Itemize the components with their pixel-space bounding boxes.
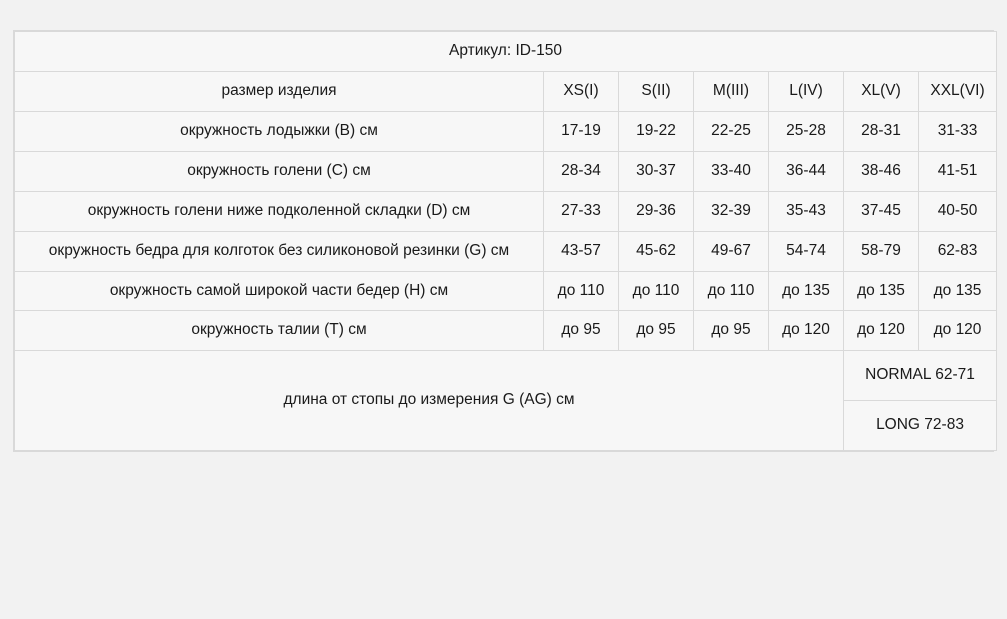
measurement-value: 40-50 <box>919 191 997 231</box>
measurement-value: до 95 <box>694 311 769 351</box>
article-number: Артикул: ID-150 <box>15 32 997 72</box>
size-chart-table <box>14 31 997 451</box>
column-header-size-xxl: XXL(VI) <box>919 71 997 111</box>
measurement-value: 36-44 <box>769 151 844 191</box>
measurement-value: до 95 <box>619 311 694 351</box>
measurement-label: окружность голени (C) см <box>15 151 544 191</box>
measurement-value: 58-79 <box>844 231 919 271</box>
measurement-label: окружность голени ниже подколенной складки (D) см <box>15 191 544 231</box>
measurement-value: 38-46 <box>844 151 919 191</box>
measurement-value: до 110 <box>694 271 769 311</box>
measurement-value: 27-33 <box>544 191 619 231</box>
measurement-value: 33-40 <box>694 151 769 191</box>
measurement-value: до 135 <box>769 271 844 311</box>
measurement-label: окружность лодыжки (B) см <box>15 111 544 151</box>
table-row <box>15 231 997 271</box>
length-value-normal: NORMAL 62-71 <box>844 351 997 401</box>
table-row <box>15 191 997 231</box>
column-header-size-l: L(IV) <box>769 71 844 111</box>
measurement-label: окружность талии (T) см <box>15 311 544 351</box>
table-row-length-normal <box>15 351 997 401</box>
measurement-value: до 120 <box>844 311 919 351</box>
measurement-value: 29-36 <box>619 191 694 231</box>
table-row <box>15 271 997 311</box>
size-chart-card <box>13 30 994 452</box>
column-header-size-xs: XS(I) <box>544 71 619 111</box>
column-header-size-s: S(II) <box>619 71 694 111</box>
column-header-size-m: M(III) <box>694 71 769 111</box>
measurement-value: до 95 <box>544 311 619 351</box>
measurement-value: 17-19 <box>544 111 619 151</box>
measurement-value: 30-37 <box>619 151 694 191</box>
measurement-value: 19-22 <box>619 111 694 151</box>
table-row-article <box>15 32 997 72</box>
column-header-size-xl: XL(V) <box>844 71 919 111</box>
measurement-value: 28-31 <box>844 111 919 151</box>
measurement-value: 35-43 <box>769 191 844 231</box>
length-label: длина от стопы до измерения G (AG) см <box>15 351 844 451</box>
measurement-value: 28-34 <box>544 151 619 191</box>
table-header-row <box>15 71 997 111</box>
measurement-value: до 110 <box>619 271 694 311</box>
measurement-value: 62-83 <box>919 231 997 271</box>
measurement-value: 54-74 <box>769 231 844 271</box>
measurement-value: до 135 <box>919 271 997 311</box>
measurement-value: 43-57 <box>544 231 619 271</box>
measurement-value: до 135 <box>844 271 919 311</box>
measurement-label: окружность бедра для колготок без силиконовой резинки (G) см <box>15 231 544 271</box>
table-row <box>15 311 997 351</box>
measurement-value: 49-67 <box>694 231 769 271</box>
measurement-value: до 120 <box>919 311 997 351</box>
measurement-value: 32-39 <box>694 191 769 231</box>
measurement-value: 41-51 <box>919 151 997 191</box>
measurement-value: 37-45 <box>844 191 919 231</box>
column-header-product-size: размер изделия <box>15 71 544 111</box>
measurement-value: до 120 <box>769 311 844 351</box>
measurement-value: 45-62 <box>619 231 694 271</box>
table-row <box>15 111 997 151</box>
measurement-value: до 110 <box>544 271 619 311</box>
measurement-label: окружность самой широкой части бедер (H) см <box>15 271 544 311</box>
table-row <box>15 151 997 191</box>
measurement-value: 22-25 <box>694 111 769 151</box>
length-value-long: LONG 72-83 <box>844 401 997 451</box>
measurement-value: 31-33 <box>919 111 997 151</box>
measurement-value: 25-28 <box>769 111 844 151</box>
